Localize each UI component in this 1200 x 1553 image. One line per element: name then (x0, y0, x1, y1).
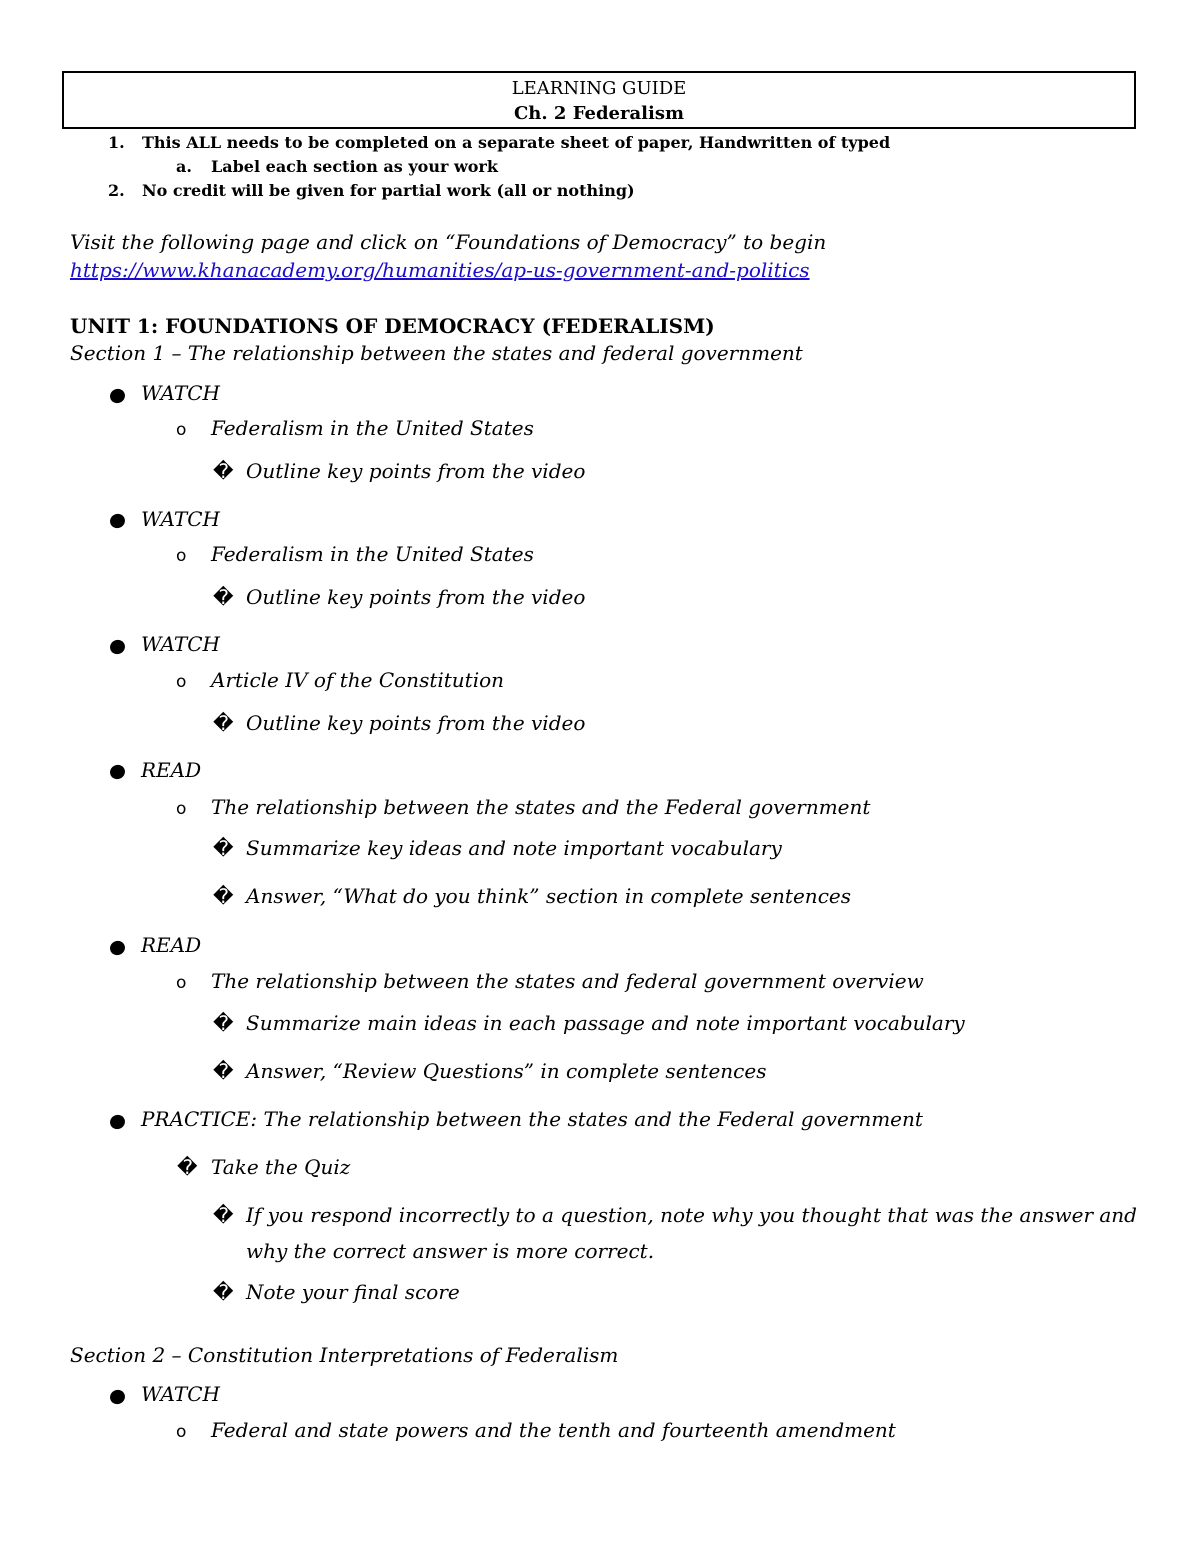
instruction-1a-letter: a. (176, 157, 192, 176)
instruction-2-number: 2. (108, 181, 125, 200)
replacement-char-icon: � (213, 836, 234, 860)
replacement-char-icon: � (177, 1155, 198, 1179)
replacement-char-icon: � (213, 1203, 234, 1227)
replacement-char-icon: � (213, 585, 234, 609)
quiz-task: Take the Quiz (211, 1155, 351, 1179)
circle-bullet-icon: o (176, 799, 187, 819)
answer-task: Answer, “What do you think” section in complete sentences (246, 884, 851, 908)
circle-bullet-icon: o (176, 973, 187, 993)
instruction-1-text: This ALL needs to be completed on a separate sheet of paper, Handwritten of typed (142, 133, 891, 152)
unit-title: UNIT 1: FOUNDATIONS OF DEMOCRACY (FEDERALISM) (70, 314, 715, 338)
bullet-icon (108, 763, 127, 781)
visit-instruction: Visit the following page and click on “Foundations of Democracy” to begin (70, 230, 827, 254)
read-label: READ (141, 933, 202, 957)
video-federalism-us: Federalism in the United States (211, 542, 534, 566)
replacement-char-icon: � (213, 1059, 234, 1083)
bullet-icon (108, 1388, 127, 1406)
circle-bullet-icon: o (176, 420, 187, 440)
incorrect-answer-task: If you respond incorrectly to a question, note why you thought that was the answer and (246, 1203, 1137, 1227)
section-2-title: Section 2 – Constitution Interpretations of Federalism (70, 1343, 619, 1367)
replacement-char-icon: � (213, 1280, 234, 1304)
instruction-1-number: 1. (108, 133, 125, 152)
watch-label: WATCH (141, 1382, 220, 1406)
section-1-title: Section 1 – The relationship between the states and federal government (70, 341, 803, 365)
header-subtitle: Ch. 2 Federalism (513, 103, 685, 124)
practice-label: PRACTICE: The relationship between the states and the Federal government (141, 1107, 923, 1131)
header-title: LEARNING GUIDE (511, 78, 687, 99)
khan-academy-link[interactable]: https://www.khanacademy.org/humanities/ap-us-government-and-politics (70, 258, 810, 282)
bullet-icon (108, 939, 127, 957)
circle-bullet-icon: o (176, 546, 187, 566)
bullet-icon (108, 1113, 127, 1131)
reading-relationship: The relationship between the states and the Federal government (211, 795, 871, 819)
bullet-icon (108, 638, 127, 656)
read-label: READ (141, 758, 202, 782)
video-federal-state-powers: Federal and state powers and the tenth and fourteenth amendment (211, 1418, 896, 1442)
bullet-icon (108, 512, 127, 530)
instruction-2-text: No credit will be given for partial work (all or nothing) (142, 181, 635, 200)
summarize-task: Summarize main ideas in each passage and note important vocabulary (246, 1011, 965, 1035)
reading-overview: The relationship between the states and federal government overview (211, 969, 924, 993)
bullet-icon (108, 387, 127, 405)
watch-label: WATCH (141, 381, 220, 405)
video-federalism-us: Federalism in the United States (211, 416, 534, 440)
circle-bullet-icon: o (176, 1422, 187, 1442)
outline-task: Outline key points from the video (246, 459, 586, 483)
final-score-task: Note your final score (246, 1280, 460, 1304)
summarize-task: Summarize key ideas and note important vocabulary (246, 836, 782, 860)
header-box (62, 71, 1136, 129)
watch-label: WATCH (141, 632, 220, 656)
answer-task: Answer, “Review Questions” in complete sentences (246, 1059, 767, 1083)
video-article-iv: Article IV of the Constitution (211, 668, 505, 692)
replacement-char-icon: � (213, 459, 234, 483)
outline-task: Outline key points from the video (246, 711, 586, 735)
outline-task: Outline key points from the video (246, 585, 586, 609)
incorrect-answer-task-cont: why the correct answer is more correct. (246, 1239, 655, 1263)
replacement-char-icon: � (213, 1011, 234, 1035)
instruction-1a-text: Label each section as your work (211, 157, 498, 176)
replacement-char-icon: � (213, 711, 234, 735)
replacement-char-icon: � (213, 884, 234, 908)
watch-label: WATCH (141, 507, 220, 531)
circle-bullet-icon: o (176, 672, 187, 692)
